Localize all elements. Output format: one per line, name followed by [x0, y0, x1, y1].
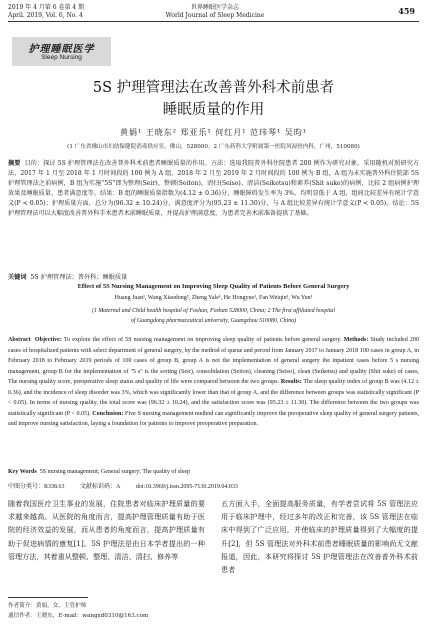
methods-text: Study included 200 cases of hospitalized patients with select department of general surgery, by the method of queue and period from January 2017 to January 2018 100 cases in group A, in February 2018 to February 2019 periods of 100 cases of group B, group A is not the implementation of general surgery the inpatient cases before 5 s nursing management, group B for the implementation of "5 s" is the sorting (Seir), consolidation (Seiton), cleaning (Seiso), clean (Seiketsu) and quality (Shit suke) of cases, The nursing quality score, preoperative sleep status and quality of life were compared between the two groups.	[8, 337, 419, 385]
journal-name-en: World Journal of Sleep Medicine	[165, 12, 265, 19]
body-column-right: 五方面入手，全面提高服务质量，有学者尝试将 5S 管理法应用于临床护理中，经过多年的改正和完善，该 5S 管理法在临床中得到了广泛应用，并使临床的护理质量得到了大幅度的提升[2]，但 5S 管理法对外科术前患者睡眠质量的影响尚无文献报道，因此，本研究将探讨 5S 护理管理法在改善普外科术前患者	[221, 499, 418, 575]
affiliation-en	[30, 306, 397, 326]
footnote-divider	[8, 597, 88, 598]
abstract-cn-label: 摘要	[8, 160, 21, 167]
issue-cn: 2019 年 4 月第 6 卷第 4 期	[8, 4, 85, 11]
results-label: Results:	[280, 379, 302, 385]
abstract-cn	[8, 159, 419, 270]
keywords-en-text: 5S nursing management; General surgery; The quality of sleep	[39, 469, 191, 475]
authors-en: Huang Juan¹, Wang Xiaodong², Zheng Yale¹, He Hongyue¹, Fan Weiqin¹, Wu Yun¹	[114, 295, 313, 301]
methods-label: Methods:	[343, 337, 369, 343]
issue-en: April. 2019, Vol. 6, No. 4	[8, 12, 83, 19]
affiliation-en-line1: (1 Maternal and Child health hospital of Foshan, Foshan 528000, China; 2 The first affiliated hospital	[92, 308, 335, 314]
article-title-line2: 睡眠质量的作用	[162, 102, 265, 118]
section-label-en: Sleep Nursing	[41, 54, 82, 61]
section-label-box	[12, 37, 111, 66]
affiliation-cn: (1 广东省佛山市妇幼保健院消毒供应室，佛山，528000；2 广东药科大学附属第一医院风湿骨内科，广州，510080)	[67, 144, 360, 150]
authors-cn: 黄娟¹ 王晓东² 郑亚乐¹ 何红月¹ 范玮琴¹ 吴昀¹	[120, 128, 307, 137]
keywords-cn	[8, 272, 127, 281]
affiliation-en-line2: of Guangdong pharmaceutical university, Guangzhou 510080, China)	[130, 318, 297, 324]
conclusion-text: Five S nursing management method can significantly improve the preoperative sleep quality of general surgery patients, and improve nursing satisfaction, laying a foundation for patients to improve preoperative preparation.	[8, 410, 419, 427]
objective-text: To explore the effect of 5S nursing management on improving sleep quality of patients before general surgery.	[63, 337, 342, 343]
body-column-left: 随着我国医疗卫生事业的发展，住院患者对临床护理质量的要求越来越高。从医院的角度而言，提高护理管理质量有助于医院的经济效益的发展，而从患者的角度而言，提高护理质量有助于促进病情的康复[1]。5S 护理法是由日本学者提出的一种管理方法，其着重从整顿、整理、清洁、清扫、修养等	[8, 499, 205, 561]
clc-number: 中图分类号：R338.63	[8, 484, 65, 490]
footnote-correspondence: 通信作者：王晓东，E-mail：wangxd0310@163.com	[8, 613, 149, 619]
abstract-en	[8, 335, 419, 467]
keywords-en	[8, 469, 190, 475]
article-title-en: Effect of 5S Nursing Management on Improving Sleep Quality of Patients Before General Surgery	[77, 283, 350, 290]
keywords-cn-label: 关键词	[8, 274, 27, 281]
journal-name-cn: 世界睡眠医学杂志	[190, 4, 239, 11]
objective-label: Objective:	[34, 337, 62, 343]
abstract-cn-text: 目的：探讨 5S 护理管理法在改善普外科术前患者睡眠质量的作用。方法：选取我院普外科住院患者 200 例作为研究对象，采用随机对照研究方法，2017 年 1 月至 2018 年 1 月时间段的 100 例为 A 组，2018 年 2 月至 2019 年 2 月时间段的 100 例为 B 组，A 组为未实施普外科住院部 5S 护理管理法之前病例，B 组为实施“5S”即为整理(Seir)、整顿(Seiton)、清扫(Seiso)、清洁(Seiketsu)和素养(Shit suke)的病例，比较 2 组病例护理效果及睡眠质量、患者满意度等。结果：B 组的睡眠质量指数为(4.12 ± 0.36)分，睡眠障碍发生率为 3%，均明显低于 A 组，组间比较差异有统计学意义(P < 0.05)；护理质量方面，总分为(96.32 ± 10.24)分，满意度评分为(95.23 ± 11.30)分，与 A 组比较差异有统计学意义(P < 0.05)。结论：5S 护理管理法可以大幅度改善普外科手术患者术前睡眠质量，并提高护理满意度，为患者完善术前准备提供了基础。	[8, 160, 419, 218]
results-text: The sleep quality index of group B was (4.12 ± 0.36), and the incidence of sleep disorder was 3%, which was significantly lower than that of group A, and the difference between groups was statistically significant (P < 0.05). In terms of nursing quality, the total score was (96.32 ± 10.24), and the satisfaction score was (95.23 ± 11.30). The difference between the two groups was statistically significant (P < 0.05).	[8, 379, 419, 417]
article-title-line1: 5S 护理管理法在改善普外科术前患者	[92, 80, 335, 96]
section-label-cn: 护理睡眠医学	[28, 44, 95, 55]
footnote-author-bio: 作者简介：黄娟，女，主管护师	[8, 603, 87, 609]
page-number: 459	[398, 6, 415, 16]
doi[interactable]: doi:10.3969/j.issn.2095-7130.2019.04.033	[135, 484, 238, 490]
journal-name	[150, 4, 280, 20]
classification-line	[8, 481, 419, 490]
conclusion-label: Conclusion:	[92, 410, 124, 417]
header-divider	[8, 21, 419, 22]
journal-issue-info	[8, 4, 84, 20]
keywords-cn-text: 5S 护理管理法；普外科；睡眠质量	[30, 274, 128, 281]
abstract-en-label: Abstract	[8, 337, 31, 343]
keywords-en-label: Key Words	[8, 469, 37, 475]
document-code: 文献标识码：A	[80, 484, 121, 490]
